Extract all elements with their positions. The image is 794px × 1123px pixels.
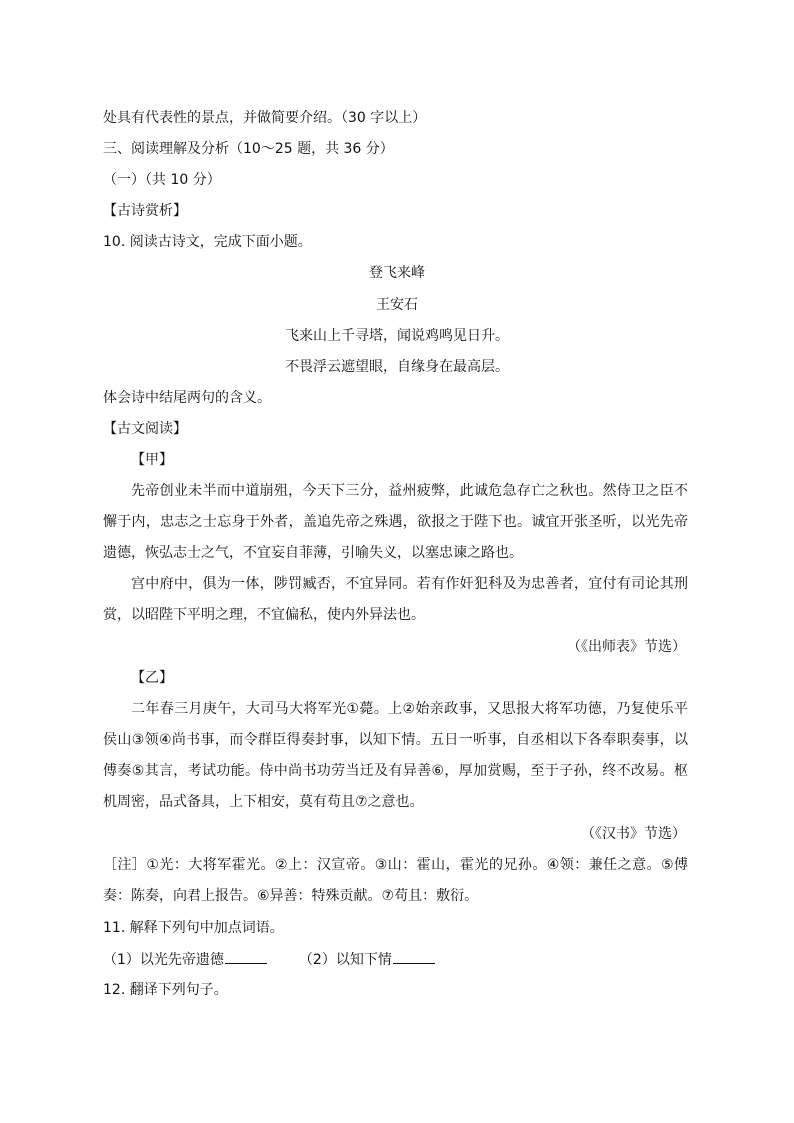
question-11-item-2: （2）以知下情 — [298, 952, 392, 968]
section-heading: 三、阅读理解及分析（10～25 题，共 36 分） — [103, 141, 394, 157]
poem-line-1: 飞来山上千寻塔，闻说鸡鸣见日升。 — [285, 328, 509, 344]
question-11-prompt: 11. 解释下列句中加点词语。 — [103, 920, 284, 936]
passage-a-paragraph-1: 先帝创业未半而中道崩殂，今天下三分，益州疲弊，此诚危急存亡之秋也。然侍卫之臣不懈于内，忠志之士忘身于外者，盖追先帝之殊遇，欲报之于陛下也。诚宜开张圣听，以光先帝遗德，恢弘志士之气，不宜妄自菲薄，引喻失义，以塞忠谏之路也。 — [103, 483, 688, 561]
answer-blank-2[interactable] — [393, 949, 435, 964]
question-11-items — [103, 949, 435, 970]
poem-title: 登飞来峰 — [369, 265, 425, 281]
passage-a-label: 【甲】 — [131, 452, 173, 468]
passage-notes: ［注］①光：大将军霍光。②上：汉宣帝。③山：霍山，霍光的兄孙。④领：兼任之意。⑤傅奏：陈奏，向君上报告。⑥异善：特殊贡献。⑦苟且：敷衍。 — [103, 857, 688, 904]
passage-b-source: （《汉书》节选） — [581, 826, 686, 842]
passage-b-label: 【乙】 — [131, 670, 173, 686]
intro-line: 处具有代表性的景点，并做简要介绍。（30 字以上） — [103, 110, 427, 126]
question-12-prompt: 12. 翻译下列句子。 — [103, 982, 228, 998]
poem-section-label: 【古诗赏析】 — [103, 203, 187, 219]
question-11-item-1: （1）以光先帝遗德 — [103, 952, 224, 968]
part-one-heading: （一）（共 10 分） — [103, 172, 221, 188]
question-10-task: 体会诗中结尾两句的含义。 — [103, 390, 271, 406]
question-10-prompt: 10. 阅读古诗文，完成下面小题。 — [103, 234, 312, 250]
passage-b-paragraph: 二年春三月庚午，大司马大将军光①薨。上②始亲政事，又思报大将军功德，乃复使乐平侯山③领④尚书事，而令群臣得奏封事，以知下情。五日一听事，自丞相以下各奉职奏事，以傅奏⑤其言，考试功能。侍中尚书功劳当迁及有异善⑥，厚加赏赐，至于子孙，终不改易。枢机周密，品式备具，上下相安，莫有苟且⑦之意也。 — [103, 701, 688, 810]
poem-author: 王安石 — [376, 297, 418, 313]
prose-section-label: 【古文阅读】 — [103, 421, 187, 437]
passage-a-source: （《出师表》节选） — [567, 639, 686, 655]
poem-line-2: 不畏浮云遮望眼，自缘身在最高层。 — [285, 359, 509, 375]
answer-blank-1[interactable] — [225, 949, 267, 964]
passage-a-paragraph-2: 宫中府中，俱为一体，陟罚臧否，不宜异同。若有作奸犯科及为忠善者，宜付有司论其刑赏，以昭陛下平明之理，不宜偏私，使内外异法也。 — [103, 576, 688, 623]
